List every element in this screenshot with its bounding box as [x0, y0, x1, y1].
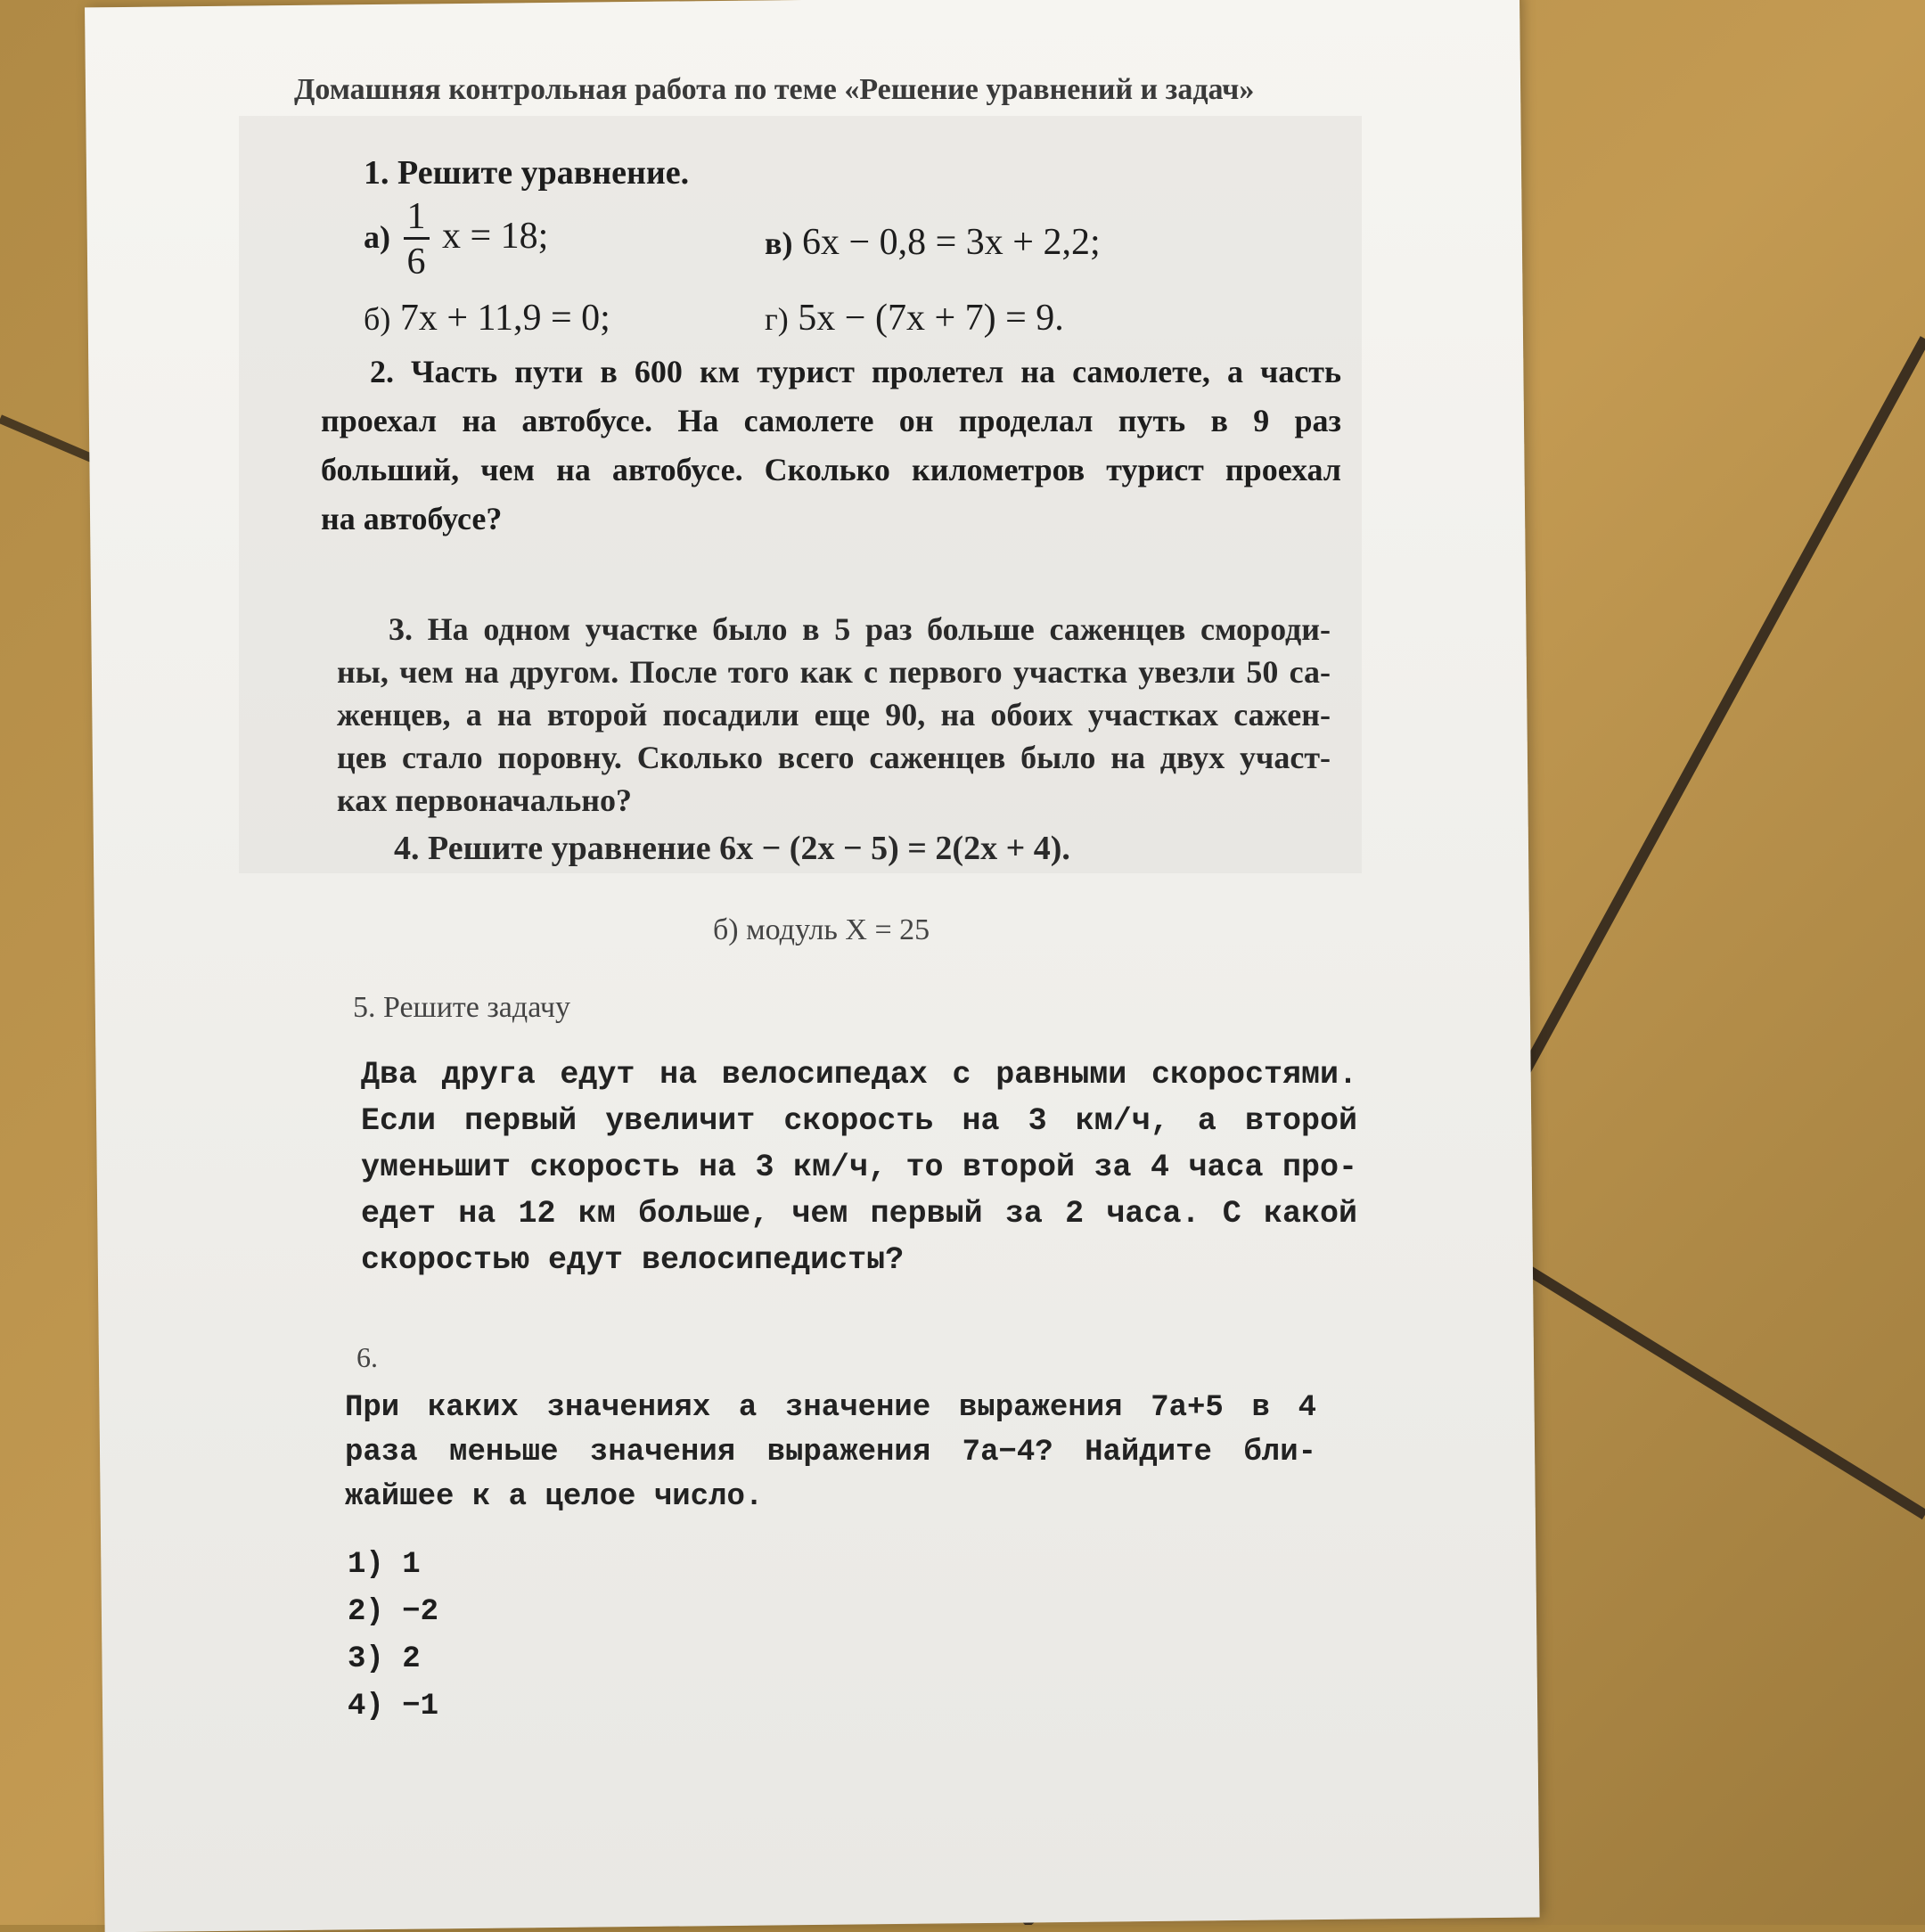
task1-item-a — [364, 198, 548, 281]
task6-line: раза меньше значения выражения 7a−4? Найдите бли- — [345, 1436, 1316, 1469]
task6-option: 1) 1 — [348, 1548, 421, 1582]
task1-v-label: в) — [765, 225, 793, 261]
task1-item-g — [765, 297, 1064, 340]
task2-text — [321, 348, 1341, 544]
task1-title: 1. Решите уравнение. — [364, 154, 690, 192]
task2-line: больший, чем на автобусе. Сколько километров турист проехал — [321, 452, 1341, 487]
task4b-text: б) модуль X = 25 — [713, 913, 930, 946]
task3-line: 3. На одном участке было в 5 раз больше саженцев смороди- — [389, 611, 1331, 647]
task1-item-v — [765, 221, 1101, 264]
task1-v-equation: 6x − 0,8 = 3x + 2,2; — [801, 222, 1101, 263]
task5-line: скоростью едут велосипедисты? — [361, 1242, 905, 1278]
task6-option: 3) 2 — [348, 1642, 421, 1676]
task6-line: При каких значениях a значение выражения 7a+5 в 4 — [345, 1391, 1316, 1425]
fraction-denominator: 6 — [406, 242, 426, 282]
task5-text — [361, 1052, 1357, 1283]
task2-line: проехал на автобусе. На самолете он проделал путь в 9 раз — [321, 403, 1341, 438]
task5-line: едет на 12 км больше, чем первый за 2 часа. С какой — [361, 1196, 1357, 1232]
task6-number: 6. — [356, 1341, 378, 1373]
fraction-numerator: 1 — [404, 198, 430, 240]
task6-text — [345, 1386, 1316, 1519]
task1-a-rest: x = 18; — [442, 216, 549, 258]
task2-line: на автобусе? — [321, 501, 503, 536]
task3-line: цев стало поровну. Сколько всего саженцев было на двух участ- — [337, 740, 1331, 775]
fraction — [404, 198, 430, 281]
task5-line: Если первый увеличит скорость на 3 км/ч, а второй — [361, 1103, 1357, 1139]
task1-b-label: б) — [364, 301, 391, 337]
task6-option: 2) −2 — [348, 1595, 439, 1629]
task1-g-equation: 5x − (7x + 7) = 9. — [798, 298, 1064, 339]
task3-text — [337, 608, 1331, 822]
task6-line: жайшее к a целое число. — [345, 1480, 764, 1514]
task1-b-equation: 7x + 11,9 = 0; — [399, 298, 610, 339]
task2-line: 2. Часть пути в 600 км турист пролетел на самолете, а часть — [370, 354, 1341, 389]
task6-option: 4) −1 — [348, 1690, 439, 1723]
task3-line: женцев, а на второй посадили еще 90, на обоих участках сажен- — [337, 697, 1331, 733]
task3-line: ны, чем на другом. После того как с первого участка увезли 50 са- — [337, 654, 1331, 690]
task5-line: уменьшит скорость на 3 км/ч, то второй за 4 часа про- — [361, 1150, 1357, 1185]
task1-a-label: а) — [364, 219, 390, 256]
worksheet-header: Домашняя контрольная работа по теме «Решение уравнений и задач» — [294, 73, 1255, 106]
task1-g-label: г) — [765, 301, 789, 337]
task1-item-b — [364, 297, 610, 340]
task4-text: 4. Решите уравнение 6x − (2x − 5) = 2(2x + 4). — [394, 830, 1070, 867]
task3-line: ках первоначально? — [337, 782, 633, 818]
task5-line: Два друга едут на велосипедах с равными скоростями. — [361, 1057, 1357, 1093]
task5-title: 5. Решите задачу — [353, 991, 571, 1024]
